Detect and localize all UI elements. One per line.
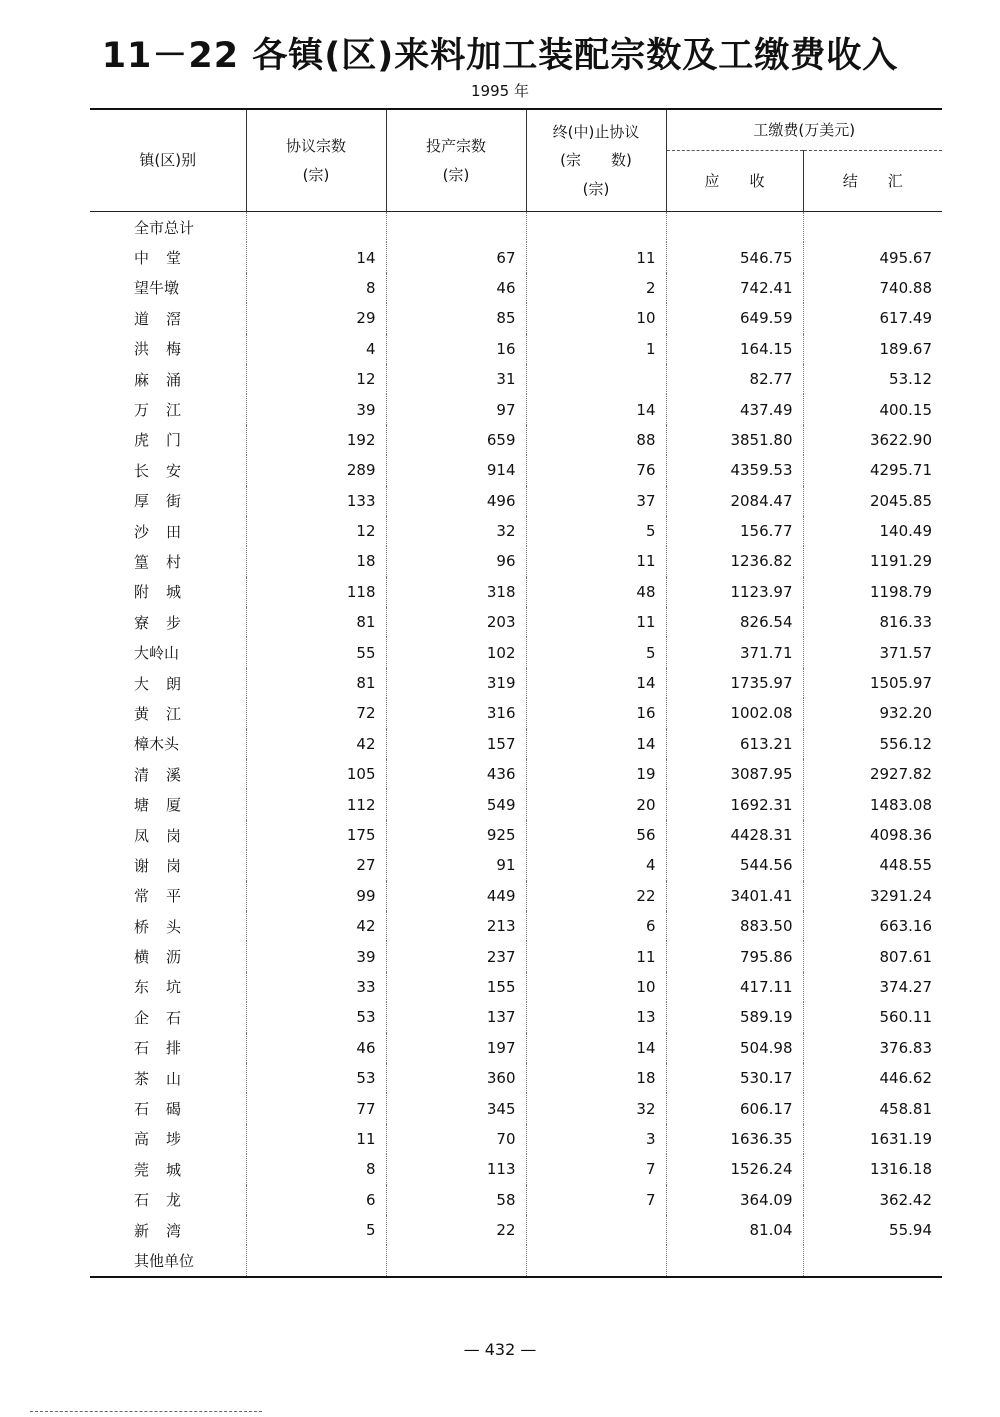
settled-cell: 4295.71	[803, 455, 942, 485]
terminated-cell: 11	[526, 546, 666, 576]
region-name-cell: 清 溪	[134, 765, 183, 784]
agreements-cell: 55	[246, 637, 386, 667]
receivable-cell: 82.77	[666, 364, 803, 394]
settled-cell: 1483.08	[803, 789, 942, 819]
in-production-cell	[386, 212, 526, 243]
table-row	[90, 911, 942, 941]
receivable-cell: 156.77	[666, 516, 803, 546]
table-row	[90, 850, 942, 880]
table-row	[90, 242, 942, 272]
region-name-cell: 黄 江	[134, 704, 183, 723]
terminated-cell: 6	[526, 911, 666, 941]
terminated-cell: 76	[526, 455, 666, 485]
table-row	[90, 364, 942, 394]
terminated-cell	[526, 212, 666, 243]
settled-cell: 362.42	[803, 1185, 942, 1215]
in-production-cell: 46	[386, 273, 526, 303]
in-production-cell: 97	[386, 394, 526, 424]
in-production-cell: 360	[386, 1063, 526, 1093]
in-production-cell: 16	[386, 334, 526, 364]
table-row	[90, 1033, 942, 1063]
region-name-cell: 附 城	[134, 583, 183, 602]
in-production-cell: 67	[386, 242, 526, 272]
in-production-cell: 914	[386, 455, 526, 485]
in-production-cell: 70	[386, 1124, 526, 1154]
settled-cell: 374.27	[803, 972, 942, 1002]
region-name-cell: 高 埗	[134, 1130, 183, 1149]
region-name-cell: 道 滘	[134, 309, 183, 328]
terminated-cell: 10	[526, 303, 666, 333]
settled-cell: 400.15	[803, 394, 942, 424]
settled-cell: 560.11	[803, 1002, 942, 1032]
table-row	[90, 637, 942, 667]
agreements-cell: 53	[246, 1063, 386, 1093]
settled-cell: 816.33	[803, 607, 942, 637]
in-production-cell: 316	[386, 698, 526, 728]
in-production-cell: 345	[386, 1093, 526, 1123]
receivable-cell: 1236.82	[666, 546, 803, 576]
settled-cell: 376.83	[803, 1033, 942, 1063]
region-name-cell: 大 朗	[134, 674, 183, 693]
page-title: 11－22 各镇(区)来料加工装配宗数及工缴费收入	[101, 36, 899, 76]
terminated-cell: 1	[526, 334, 666, 364]
agreements-cell: 81	[246, 607, 386, 637]
receivable-cell: 504.98	[666, 1033, 803, 1063]
settled-cell: 740.88	[803, 273, 942, 303]
terminated-cell: 19	[526, 759, 666, 789]
page-number: — 432 —	[463, 1340, 537, 1359]
agreements-cell: 12	[246, 364, 386, 394]
data-table	[90, 108, 942, 1278]
settled-cell: 4098.36	[803, 820, 942, 850]
agreements-cell: 53	[246, 1002, 386, 1032]
terminated-cell: 10	[526, 972, 666, 1002]
settled-cell: 556.12	[803, 729, 942, 759]
header-region: 镇(区)别	[90, 109, 246, 212]
in-production-cell: 549	[386, 789, 526, 819]
table-row	[90, 941, 942, 971]
settled-cell: 448.55	[803, 850, 942, 880]
region-name-cell: 全市总计	[134, 218, 195, 237]
in-production-cell	[386, 1245, 526, 1276]
settled-cell: 446.62	[803, 1063, 942, 1093]
terminated-cell	[526, 1215, 666, 1245]
table-row	[90, 273, 942, 303]
table-row	[90, 1124, 942, 1154]
agreements-cell: 11	[246, 1124, 386, 1154]
settled-cell: 1198.79	[803, 577, 942, 607]
region-name-cell: 凤 岗	[134, 826, 183, 845]
agreements-cell: 39	[246, 941, 386, 971]
table-row	[90, 546, 942, 576]
header-fee: 工缴费(万美元)	[666, 109, 942, 151]
settled-cell: 3622.90	[803, 425, 942, 455]
settled-cell: 1631.19	[803, 1124, 942, 1154]
agreements-cell: 72	[246, 698, 386, 728]
settled-cell: 2927.82	[803, 759, 942, 789]
in-production-cell: 203	[386, 607, 526, 637]
region-name-cell: 企 石	[134, 1008, 183, 1027]
region-name-cell: 新 湾	[134, 1221, 183, 1240]
header-terminated: 终(中)止协议 (宗 数) (宗)	[526, 109, 666, 212]
agreements-cell: 289	[246, 455, 386, 485]
in-production-cell: 22	[386, 1215, 526, 1245]
terminated-cell: 11	[526, 607, 666, 637]
receivable-cell: 1692.31	[666, 789, 803, 819]
table-row	[90, 516, 942, 546]
table-row	[90, 334, 942, 364]
table-row	[90, 486, 942, 516]
receivable-cell: 3087.95	[666, 759, 803, 789]
table-row	[90, 729, 942, 759]
terminated-cell: 14	[526, 668, 666, 698]
table-row	[90, 1185, 942, 1215]
region-name-cell: 横 沥	[134, 948, 183, 967]
region-name-cell: 洪 梅	[134, 340, 183, 359]
region-name-cell: 其他单位	[90, 1245, 246, 1276]
header-settled: 结 汇	[803, 151, 942, 212]
agreements-cell: 12	[246, 516, 386, 546]
terminated-cell	[526, 364, 666, 394]
agreements-cell: 133	[246, 486, 386, 516]
table-row	[90, 698, 942, 728]
receivable-cell: 742.41	[666, 273, 803, 303]
receivable-cell: 1636.35	[666, 1124, 803, 1154]
region-name-cell: 万 江	[134, 401, 183, 420]
agreements-cell: 39	[246, 394, 386, 424]
table-row	[90, 972, 942, 1002]
agreements-cell: 29	[246, 303, 386, 333]
in-production-cell: 318	[386, 577, 526, 607]
region-name-cell: 石 龙	[134, 1191, 183, 1210]
agreements-cell: 27	[246, 850, 386, 880]
terminated-cell: 4	[526, 850, 666, 880]
terminated-cell: 56	[526, 820, 666, 850]
settled-cell	[803, 1245, 942, 1276]
settled-cell: 617.49	[803, 303, 942, 333]
terminated-cell: 88	[526, 425, 666, 455]
settled-cell: 1316.18	[803, 1154, 942, 1184]
agreements-cell: 105	[246, 759, 386, 789]
receivable-cell	[666, 212, 803, 243]
terminated-cell: 5	[526, 516, 666, 546]
agreements-cell: 42	[246, 911, 386, 941]
receivable-cell: 4359.53	[666, 455, 803, 485]
in-production-cell: 155	[386, 972, 526, 1002]
receivable-cell: 826.54	[666, 607, 803, 637]
agreements-cell: 175	[246, 820, 386, 850]
region-name-cell: 虎 门	[134, 431, 183, 450]
receivable-cell: 649.59	[666, 303, 803, 333]
agreements-cell: 8	[246, 1154, 386, 1184]
receivable-cell: 613.21	[666, 729, 803, 759]
receivable-cell: 883.50	[666, 911, 803, 941]
in-production-cell: 925	[386, 820, 526, 850]
agreements-cell: 18	[246, 546, 386, 576]
region-name-cell: 谢 岗	[134, 856, 183, 875]
terminated-cell: 11	[526, 242, 666, 272]
table-row	[90, 607, 942, 637]
table-row	[90, 455, 942, 485]
receivable-cell: 1526.24	[666, 1154, 803, 1184]
agreements-cell: 46	[246, 1033, 386, 1063]
table-row	[90, 1154, 942, 1184]
terminated-cell: 14	[526, 394, 666, 424]
agreements-cell: 8	[246, 273, 386, 303]
header-in-production: 投产宗数 (宗)	[386, 109, 526, 212]
agreements-cell: 5	[246, 1215, 386, 1245]
receivable-cell: 589.19	[666, 1002, 803, 1032]
settled-cell: 2045.85	[803, 486, 942, 516]
settled-cell: 458.81	[803, 1093, 942, 1123]
receivable-cell: 1735.97	[666, 668, 803, 698]
agreements-cell: 6	[246, 1185, 386, 1215]
in-production-cell: 237	[386, 941, 526, 971]
settled-cell: 807.61	[803, 941, 942, 971]
receivable-cell: 544.56	[666, 850, 803, 880]
region-name-cell: 桥 头	[134, 917, 183, 936]
in-production-cell: 91	[386, 850, 526, 880]
settled-cell	[803, 212, 942, 243]
table-row	[90, 820, 942, 850]
agreements-cell: 112	[246, 789, 386, 819]
region-name-cell: 篁 村	[134, 552, 183, 571]
receivable-cell: 371.71	[666, 637, 803, 667]
in-production-cell: 85	[386, 303, 526, 333]
table-row	[90, 759, 942, 789]
table-header	[90, 109, 942, 212]
agreements-cell: 4	[246, 334, 386, 364]
in-production-cell: 319	[386, 668, 526, 698]
terminated-cell: 3	[526, 1124, 666, 1154]
region-name-cell: 石 排	[134, 1039, 183, 1058]
receivable-cell: 530.17	[666, 1063, 803, 1093]
terminated-cell: 5	[526, 637, 666, 667]
region-name-cell: 樟木头	[134, 735, 180, 754]
receivable-cell	[666, 1245, 803, 1276]
in-production-cell: 32	[386, 516, 526, 546]
settled-cell: 663.16	[803, 911, 942, 941]
agreements-cell: 118	[246, 577, 386, 607]
settled-cell: 53.12	[803, 364, 942, 394]
settled-cell: 189.67	[803, 334, 942, 364]
agreements-cell	[246, 1245, 386, 1276]
terminated-cell: 37	[526, 486, 666, 516]
agreements-cell: 33	[246, 972, 386, 1002]
terminated-cell: 32	[526, 1093, 666, 1123]
terminated-cell: 22	[526, 881, 666, 911]
region-name-cell: 塘 厦	[134, 796, 183, 815]
in-production-cell: 496	[386, 486, 526, 516]
terminated-cell: 11	[526, 941, 666, 971]
region-name-cell: 沙 田	[134, 522, 183, 541]
terminated-cell: 13	[526, 1002, 666, 1032]
table-row	[90, 1245, 942, 1276]
settled-cell: 1505.97	[803, 668, 942, 698]
table-row	[90, 1093, 942, 1123]
in-production-cell: 659	[386, 425, 526, 455]
settled-cell: 140.49	[803, 516, 942, 546]
table-row	[90, 303, 942, 333]
in-production-cell: 31	[386, 364, 526, 394]
region-name-cell: 望牛墩	[134, 279, 180, 298]
in-production-cell: 137	[386, 1002, 526, 1032]
region-name-cell: 大岭山	[134, 644, 180, 663]
receivable-cell: 1002.08	[666, 698, 803, 728]
table-row	[90, 212, 942, 243]
table-year: 1995 年	[471, 82, 529, 100]
terminated-cell: 18	[526, 1063, 666, 1093]
agreements-cell: 42	[246, 729, 386, 759]
region-name-cell: 石 碣	[134, 1100, 183, 1119]
receivable-cell: 364.09	[666, 1185, 803, 1215]
terminated-cell: 7	[526, 1185, 666, 1215]
table-row	[90, 881, 942, 911]
agreements-cell: 77	[246, 1093, 386, 1123]
in-production-cell: 96	[386, 546, 526, 576]
receivable-cell: 437.49	[666, 394, 803, 424]
region-name-cell: 中 堂	[134, 249, 183, 268]
table-row	[90, 577, 942, 607]
receivable-cell: 1123.97	[666, 577, 803, 607]
terminated-cell: 2	[526, 273, 666, 303]
table-row	[90, 425, 942, 455]
region-name-cell: 莞 城	[134, 1160, 183, 1179]
settled-cell: 932.20	[803, 698, 942, 728]
region-name-cell: 长 安	[134, 461, 183, 480]
receivable-cell: 164.15	[666, 334, 803, 364]
in-production-cell: 113	[386, 1154, 526, 1184]
table-row	[90, 1215, 942, 1245]
in-production-cell: 102	[386, 637, 526, 667]
table-row	[90, 668, 942, 698]
table-row	[90, 789, 942, 819]
in-production-cell: 436	[386, 759, 526, 789]
header-agreements: 协议宗数 (宗)	[246, 109, 386, 212]
region-name-cell: 寮 步	[134, 613, 183, 632]
region-name-cell: 常 平	[134, 887, 183, 906]
settled-cell: 495.67	[803, 242, 942, 272]
in-production-cell: 197	[386, 1033, 526, 1063]
terminated-cell	[526, 1245, 666, 1276]
terminated-cell: 20	[526, 789, 666, 819]
receivable-cell: 81.04	[666, 1215, 803, 1245]
region-name-cell: 茶 山	[134, 1069, 183, 1088]
table-row	[90, 394, 942, 424]
settled-cell: 371.57	[803, 637, 942, 667]
terminated-cell: 14	[526, 729, 666, 759]
terminated-cell: 14	[526, 1033, 666, 1063]
settled-cell: 55.94	[803, 1215, 942, 1245]
agreements-cell: 81	[246, 668, 386, 698]
receivable-cell: 417.11	[666, 972, 803, 1002]
region-name-cell: 厚 街	[134, 492, 183, 511]
receivable-cell: 795.86	[666, 941, 803, 971]
in-production-cell: 58	[386, 1185, 526, 1215]
agreements-cell: 99	[246, 881, 386, 911]
in-production-cell: 213	[386, 911, 526, 941]
table-row	[90, 1002, 942, 1032]
receivable-cell: 546.75	[666, 242, 803, 272]
table-row	[90, 1063, 942, 1093]
agreements-cell: 14	[246, 242, 386, 272]
settled-cell: 3291.24	[803, 881, 942, 911]
settled-cell: 1191.29	[803, 546, 942, 576]
agreements-cell: 192	[246, 425, 386, 455]
header-receivable: 应 收	[666, 151, 803, 212]
receivable-cell: 2084.47	[666, 486, 803, 516]
terminated-cell: 16	[526, 698, 666, 728]
terminated-cell: 7	[526, 1154, 666, 1184]
table-body	[90, 212, 942, 1277]
in-production-cell: 157	[386, 729, 526, 759]
agreements-cell	[246, 212, 386, 243]
receivable-cell: 606.17	[666, 1093, 803, 1123]
receivable-cell: 4428.31	[666, 820, 803, 850]
terminated-cell: 48	[526, 577, 666, 607]
scan-artifact-line	[30, 1411, 262, 1412]
in-production-cell: 449	[386, 881, 526, 911]
receivable-cell: 3401.41	[666, 881, 803, 911]
region-name-cell: 东 坑	[134, 978, 183, 997]
receivable-cell: 3851.80	[666, 425, 803, 455]
region-name-cell: 麻 涌	[134, 370, 183, 389]
